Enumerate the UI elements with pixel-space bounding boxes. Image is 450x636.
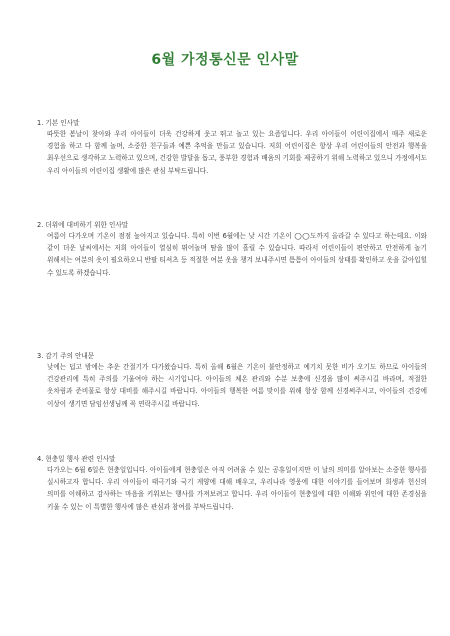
section-body: 낮에는 덥고 밤에는 추운 간절기가 다가왔습니다. 특히 올해 6월은 기온이 불안정하고 예기치 못한 비가 오기도 하므로 아이들의 건강관리에 특히 주의를 기울여야 하는 시기입니다. 아이들의 체온 관리와 수분 보충에 신경을 많이 써주시길 바라며, 적절한 옷차림과 준비물로 항상 대비를 해주시길 바랍니다. 아이들의 행복한 여름 맞이를 위해 항상 함께 신경써주시고, 아이들의 건강에 이상이 생기면 담임선생님께 꼭 연락주시길 바랍니다. xyxy=(47,363,427,408)
section-body: 여름이 다가오며 기온이 점점 높아지고 있습니다. 특히 이번 6월에는 낮 시간 기온이 ◯◯도까지 올라갈 수 있다고 하는데요. 이와 같이 더운 날씨에서는 저희 아이들이 열심히 뛰어놀며 땀을 많이 흘릴 수 있습니다. 따라서 어린이들이 편안하고 안전하게 놀기 위해서는 여분의 옷이 필요하오니 반팔 티셔츠 등 적절한 여분 옷을 챙겨 보내주시면 틈틈이 아이들의 상태를 확인하고 옷을 갈아입힐 수 있도록 하겠습니다. xyxy=(47,232,427,277)
section-cold xyxy=(37,351,427,410)
section-heading: 2. 더위에 대비하기 위한 인사말 xyxy=(37,221,129,229)
section-greeting xyxy=(37,118,427,177)
document-title: 6월 가정통신문 인사말 xyxy=(151,52,299,68)
section-body: 따뜻한 봄날이 찾아와 우리 아이들이 더욱 건강하게 웃고 뛰고 놀고 있는 요즘입니다. 우리 아이들이 어린이집에서 매주 새로운 경험을 하고 다 함께 놀며, 소중한 친구들과 예쁜 추억을 만들고 있습니다. 저희 어린이집은 항상 우리 어린이들의 안전과 행복을 최우선으로 생각하고 노력하고 있으며, 건강한 발달을 돕고, 풍부한 경험과 배움의 기회를 제공하기 위해 노력하고 있으니 가정에서도 우리 아이들의 어린이집 생활에 많은 관심 부탁드립니다. xyxy=(47,130,427,175)
section-heat xyxy=(37,220,427,279)
section-memorial-day xyxy=(37,454,427,513)
section-heading: 1. 기본 인사말 xyxy=(37,119,80,127)
section-heading: 4. 현충일 행사 관련 인사말 xyxy=(37,455,116,463)
section-body: 다가오는 6월 6일은 현충일입니다. 아이들에게 현충일은 아직 어려울 수 있는 공휴일이지만 이 날의 의미를 알아보는 소중한 행사를 실시하고자 합니다. 우리 아이들이 태극기와 국기 게양에 대해 배우고, 우리나라 영웅에 대한 이야기를 들어보며 희생과 헌신의 의미를 이해하고 감사하는 마음을 키워보는 행사를 가져보려고 합니다. 우리 아이들이 현충일에 대한 이해와 위인에 대한 존경심을 키울 수 있는 이 특별한 행사에 많은 관심과 참여를 부탁드립니다. xyxy=(47,466,427,511)
section-heading: 3. 감기 주의 안내문 xyxy=(37,352,95,360)
